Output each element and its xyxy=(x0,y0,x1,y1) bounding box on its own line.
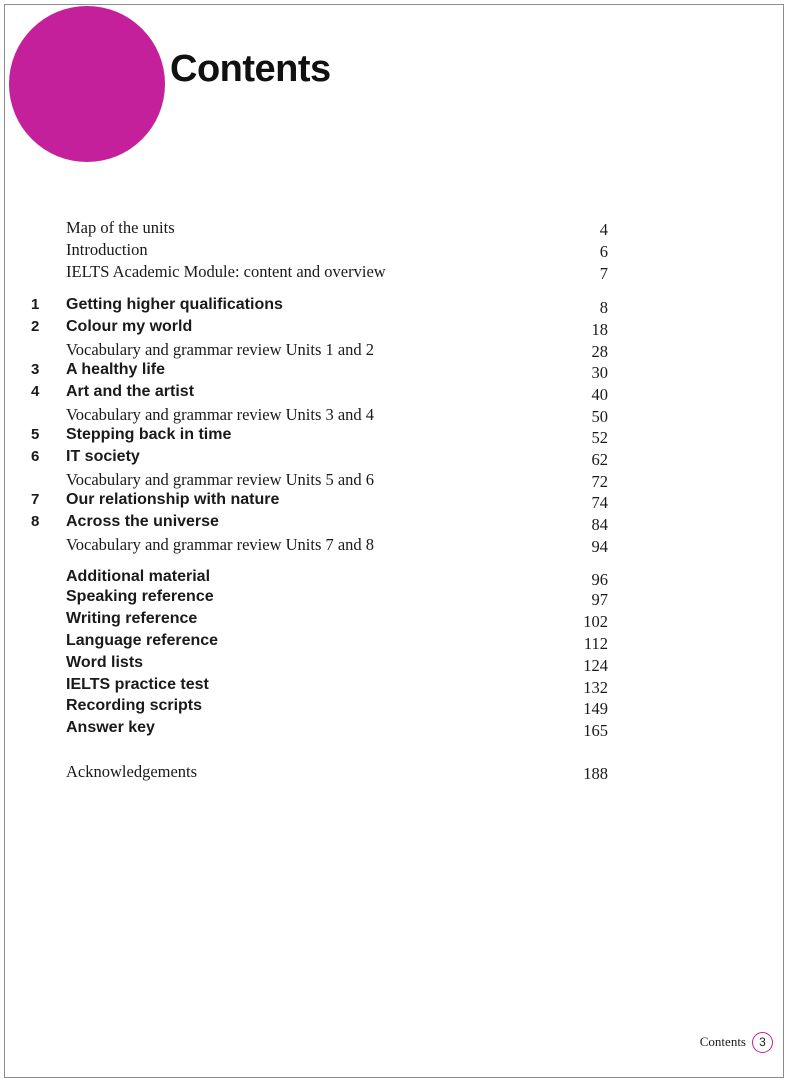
toc-page-number: 132 xyxy=(583,678,608,697)
toc-entry-label: Acknowledgements xyxy=(66,762,198,781)
toc-entry xyxy=(0,470,790,492)
toc-entry-label: IELTS practice test xyxy=(66,676,209,693)
toc-entry xyxy=(0,448,790,470)
footer-label: Contents xyxy=(699,1034,746,1049)
toc-unit-number: 5 xyxy=(31,426,40,443)
toc-entry-label: Recording scripts xyxy=(66,697,203,714)
toc-entry xyxy=(0,568,790,590)
toc-page-number: 28 xyxy=(591,342,608,361)
toc-entry-label: Getting higher qualifications xyxy=(66,296,283,313)
toc-unit-number: 6 xyxy=(31,448,40,465)
page-title: Contents xyxy=(170,48,331,90)
toc-entry-label: A healthy life xyxy=(66,361,165,378)
toc-page-number: 6 xyxy=(599,242,608,261)
toc-entry xyxy=(0,426,790,448)
toc-page-number: 96 xyxy=(591,570,608,589)
toc-entry-label: Colour my world xyxy=(66,318,193,335)
toc-entry xyxy=(0,405,790,427)
toc-page-number: 124 xyxy=(583,656,608,675)
toc-entry xyxy=(0,361,790,383)
toc-entry-label: Answer key xyxy=(66,719,155,736)
toc-unit-number: 3 xyxy=(31,361,40,378)
toc-entry xyxy=(0,340,790,362)
decorative-magenta-circle xyxy=(9,6,165,162)
toc-entry-label: Vocabulary and grammar review Units 3 and 4 xyxy=(66,405,375,424)
toc-page-number: 50 xyxy=(591,407,608,426)
toc-page-number: 72 xyxy=(591,472,608,491)
toc-page-number: 52 xyxy=(591,428,608,447)
page-number-badge: 3 xyxy=(752,1032,773,1053)
toc-entry xyxy=(0,383,790,405)
toc-entry-label: Map of the units xyxy=(66,218,175,237)
toc-entry xyxy=(0,296,790,318)
toc-entry xyxy=(0,632,790,654)
toc-entry xyxy=(0,676,790,698)
toc-unit-number: 1 xyxy=(31,296,40,313)
toc-entry xyxy=(0,535,790,557)
toc-entry-label: Word lists xyxy=(66,654,144,671)
toc-entry-label: Language reference xyxy=(66,632,219,649)
toc-entry-label: Our relationship with nature xyxy=(66,491,280,508)
toc-entry-label: Art and the artist xyxy=(66,383,195,400)
toc-entry xyxy=(0,318,790,340)
toc-unit-number: 8 xyxy=(31,513,40,530)
toc-entry-label: Stepping back in time xyxy=(66,426,232,443)
toc-entry xyxy=(0,262,790,284)
toc-entry-label: Vocabulary and grammar review Units 5 and 6 xyxy=(66,470,375,489)
toc-page-number: 165 xyxy=(583,721,608,740)
toc-page-number: 40 xyxy=(591,385,608,404)
toc-entry xyxy=(0,588,790,610)
toc-entry xyxy=(0,240,790,262)
toc-page-number: 149 xyxy=(583,699,608,718)
page-footer xyxy=(700,1030,773,1054)
toc-page-number: 188 xyxy=(583,764,608,783)
toc-entry xyxy=(0,762,790,784)
toc-page-number: 74 xyxy=(591,493,608,512)
toc-unit-number: 4 xyxy=(31,383,40,400)
toc-entry xyxy=(0,513,790,535)
toc-entry xyxy=(0,697,790,719)
toc-page-number: 7 xyxy=(599,264,608,283)
toc-unit-number: 2 xyxy=(31,318,40,335)
toc-entry xyxy=(0,218,790,240)
toc-entry-label: Vocabulary and grammar review Units 1 and 2 xyxy=(66,340,375,359)
toc-entry xyxy=(0,654,790,676)
toc-page-number: 97 xyxy=(591,590,608,609)
toc-entry-label: Introduction xyxy=(66,240,148,259)
toc-entry-label: Writing reference xyxy=(66,610,198,627)
toc-entry-label: Speaking reference xyxy=(66,588,214,605)
toc-page-number: 94 xyxy=(591,537,608,556)
toc-entry-label: Vocabulary and grammar review Units 7 and 8 xyxy=(66,535,375,554)
toc-unit-number: 7 xyxy=(31,491,40,508)
toc-entry xyxy=(0,491,790,513)
toc-page-number: 84 xyxy=(591,515,608,534)
toc-page-number: 18 xyxy=(591,320,608,339)
toc-entry xyxy=(0,719,790,741)
toc-entry xyxy=(0,610,790,632)
toc-entry-label: Across the universe xyxy=(66,513,219,530)
toc-page-number: 112 xyxy=(583,634,608,653)
toc-entry-label: Additional material xyxy=(66,568,211,585)
toc-page-number: 30 xyxy=(591,363,608,382)
toc-page-number: 8 xyxy=(599,298,608,317)
toc-page-number: 102 xyxy=(583,612,608,631)
toc-page-number: 62 xyxy=(591,450,608,469)
toc-entry-label: IELTS Academic Module: content and overview xyxy=(66,262,386,281)
toc-entry-label: IT society xyxy=(66,448,140,465)
toc-page-number: 4 xyxy=(599,220,608,239)
